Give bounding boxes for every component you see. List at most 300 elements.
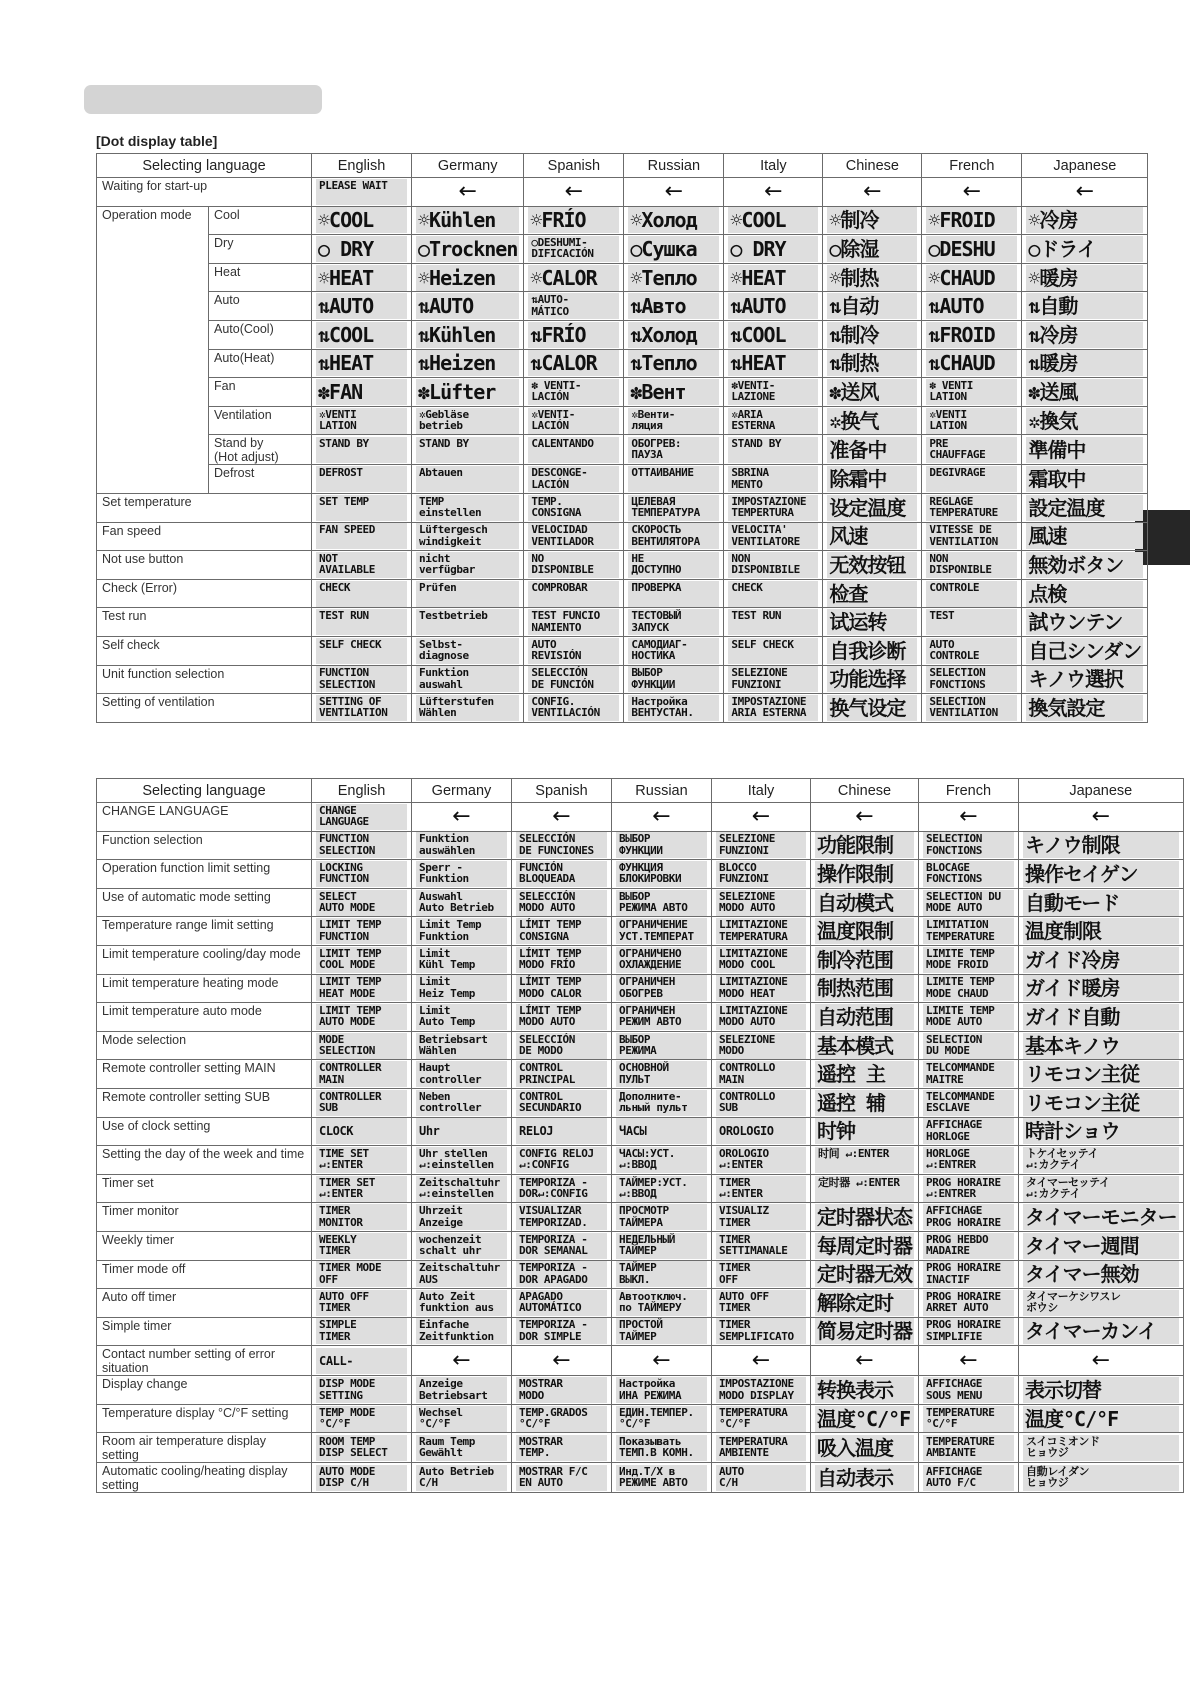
lcd-dot-text: TEMP. CONSIGNA xyxy=(528,495,619,521)
lcd-dot-text: SELECTION FONCTIONS xyxy=(923,832,1014,858)
lcd-dot-text: HORLOGE ↵:ENTRER xyxy=(923,1147,1014,1173)
display-cell-chinese xyxy=(811,1260,919,1289)
display-cell-english xyxy=(312,803,412,832)
display-cell-russian xyxy=(612,1260,712,1289)
lcd-dot-text: Инд.Т/Х в РЕЖИМЕ АВТО xyxy=(616,1465,707,1491)
table-row xyxy=(97,1203,1184,1232)
lcd-dot-text: ОГРАНИЧЕНИЕ УСТ.ТЕМПЕРАТ xyxy=(616,918,707,944)
display-cell-french xyxy=(919,1174,1019,1203)
display-cell-spanish xyxy=(512,1289,612,1318)
lcd-dot-text: MOSTRAR TEMP. xyxy=(516,1435,607,1461)
display-cell-english xyxy=(312,1031,412,1060)
display-cell-english xyxy=(312,1088,412,1117)
lcd-dot-text: Zeitschaltuhr AUS xyxy=(416,1261,507,1287)
display-cell-russian xyxy=(612,1463,712,1493)
lcd-dot-text: SELF CHECK xyxy=(316,638,407,664)
display-cell-french xyxy=(922,292,1022,321)
lcd-dot-text: ⇅冷房 xyxy=(1026,322,1143,348)
display-cell-japanese xyxy=(1019,803,1184,832)
display-cell-english xyxy=(312,1117,412,1146)
header-lang-english: English xyxy=(312,779,412,803)
display-cell-english xyxy=(312,1463,412,1493)
lcd-dot-text: VELOCITA' VENTILATORE xyxy=(728,523,818,549)
display-cell-french xyxy=(919,945,1019,974)
lcd-dot-text: ✲换气 xyxy=(827,408,917,434)
display-cell-japanese xyxy=(1022,435,1148,465)
lcd-dot-text: SBRINA MENTO xyxy=(728,466,818,492)
lcd-dot-text: ☼暖房 xyxy=(1026,265,1143,291)
lcd-dot-text: ПРОВЕРКА xyxy=(628,581,719,607)
lcd-dot-text: ✽VENTI- LAZIONE xyxy=(728,379,818,405)
lcd-dot-text: TELCOMMANDE MAITRE xyxy=(923,1061,1014,1087)
display-cell-japanese xyxy=(1019,1404,1184,1433)
lcd-dot-text: AUTO OFF TIMER xyxy=(716,1290,806,1316)
display-cell-italy xyxy=(712,860,811,889)
display-cell-chinese xyxy=(823,522,922,551)
table-row xyxy=(97,465,1148,494)
display-cell-germany xyxy=(412,522,524,551)
display-cell-english xyxy=(312,974,412,1003)
display-cell-english xyxy=(312,608,412,637)
display-cell-french xyxy=(922,522,1022,551)
display-cell-russian xyxy=(612,1003,712,1032)
row-label: Temperature display °C/°F setting xyxy=(97,1404,312,1433)
row-sublabel: Auto xyxy=(209,292,312,321)
display-cell-chinese xyxy=(823,694,922,723)
lcd-dot-text: 除霜中 xyxy=(827,466,917,492)
same-as-english-arrow-icon: ← xyxy=(959,803,978,829)
lcd-dot-text: COMPROBAR xyxy=(528,581,619,607)
lcd-dot-text: LIMIT TEMP AUTO MODE xyxy=(316,1004,407,1030)
display-cell-italy xyxy=(724,406,823,435)
table-row xyxy=(97,1060,1184,1089)
display-cell-english xyxy=(312,579,412,608)
lcd-dot-text: ✽送風 xyxy=(1026,379,1143,405)
display-cell-italy xyxy=(724,378,823,407)
same-as-english-arrow-icon: ← xyxy=(751,803,771,829)
lcd-dot-text: SELEZIONE FUNZIONI xyxy=(728,666,818,692)
lcd-dot-text: CHECK xyxy=(316,581,407,607)
row-label: Weekly timer xyxy=(97,1231,312,1260)
row-label: Function selection xyxy=(97,831,312,860)
row-sublabel: Cool xyxy=(209,206,312,235)
display-cell-french xyxy=(919,1260,1019,1289)
lcd-dot-text: ○DESHUMI- DIFICACIÓN xyxy=(528,236,619,262)
display-cell-italy xyxy=(712,1174,811,1203)
display-cell-germany xyxy=(412,860,512,889)
lcd-dot-text: Auswahl Auto Betrieb xyxy=(416,890,507,916)
display-cell-germany xyxy=(412,349,524,378)
display-cell-english xyxy=(312,551,412,580)
lcd-dot-text: PLEASE WAIT xyxy=(316,179,407,205)
table-row xyxy=(97,665,1148,694)
lcd-dot-text: 功能选择 xyxy=(827,666,917,692)
lcd-dot-text: ⇅FRÍO xyxy=(528,322,619,348)
display-cell-chinese xyxy=(811,945,919,974)
lcd-dot-text: IMPOSTAZIONE ARIA ESTERNA xyxy=(728,695,818,721)
lcd-dot-text: Testbetrieb xyxy=(416,609,519,635)
lcd-dot-text: ☼HEAT xyxy=(316,265,407,291)
lcd-dot-text: TEMP.GRADOS °C/°F xyxy=(516,1406,607,1432)
header-lang-chinese: Chinese xyxy=(811,779,919,803)
lcd-dot-text: 时间 ↵:ENTER xyxy=(815,1147,914,1173)
lcd-dot-text: 温度制限 xyxy=(1023,918,1179,944)
lcd-dot-text: 温度°C/°F xyxy=(815,1406,914,1432)
lcd-dot-text: Wechsel °C/°F xyxy=(416,1406,507,1432)
lcd-dot-text: ⇅Kühlen xyxy=(416,322,519,348)
display-cell-spanish xyxy=(524,378,624,407)
display-cell-japanese xyxy=(1019,860,1184,889)
lcd-dot-text: Настройка ВЕНТУСТАН. xyxy=(628,695,719,721)
lcd-dot-text: ☼Kühlen xyxy=(416,207,519,233)
display-cell-japanese xyxy=(1022,579,1148,608)
display-cell-japanese xyxy=(1022,493,1148,522)
lcd-dot-text: SELECTION DU MODE AUTO xyxy=(923,890,1014,916)
display-cell-spanish xyxy=(524,235,624,264)
display-cell-english xyxy=(312,1146,412,1175)
table-row xyxy=(97,178,1148,207)
lcd-dot-text: ЧАСЫ:УСТ. ↵:ВВОД xyxy=(616,1147,707,1173)
display-cell-english xyxy=(312,1260,412,1289)
table-row xyxy=(97,860,1184,889)
display-cell-english xyxy=(312,1203,412,1232)
table-row xyxy=(97,1003,1184,1032)
display-cell-germany xyxy=(412,1317,512,1346)
display-cell-japanese xyxy=(1019,1376,1184,1405)
header-lang-russian: Russian xyxy=(612,779,712,803)
display-cell-germany xyxy=(412,1003,512,1032)
lcd-dot-text: 定时器状态 xyxy=(817,1205,912,1230)
display-cell-spanish xyxy=(512,888,612,917)
display-cell-germany xyxy=(412,636,524,665)
lcd-dot-text: CALENTANDO xyxy=(528,437,619,463)
lcd-dot-text: 準備中 xyxy=(1026,437,1143,463)
lcd-dot-text: TIME SET ↵:ENTER xyxy=(316,1147,407,1173)
lcd-dot-text: ⇅COOL xyxy=(316,322,407,348)
lcd-dot-text: PROG HEBDO MADAIRE xyxy=(923,1233,1014,1259)
lcd-dot-text: nicht verfügbar xyxy=(416,552,519,578)
lcd-dot-text: ✲Gebläse betrieb xyxy=(416,408,519,434)
display-cell-japanese xyxy=(1019,1317,1184,1346)
lcd-dot-text: SELF CHECK xyxy=(728,638,818,664)
row-label: Fan speed xyxy=(97,522,312,551)
display-cell-spanish xyxy=(512,1060,612,1089)
lcd-dot-text: LIMITE TEMP MODE FROID xyxy=(923,947,1014,973)
lcd-dot-text: IMPOSTAZIONE TEMPERTURA xyxy=(728,495,818,521)
display-cell-russian xyxy=(612,1404,712,1433)
row-label: Mode selection xyxy=(97,1031,312,1060)
display-cell-chinese xyxy=(811,1463,919,1493)
lcd-dot-text: SELECTION VENTILATION xyxy=(926,695,1017,721)
display-cell-english xyxy=(312,860,412,889)
display-cell-germany xyxy=(412,1031,512,1060)
display-cell-french xyxy=(922,378,1022,407)
display-cell-japanese xyxy=(1022,636,1148,665)
display-cell-germany xyxy=(412,263,524,292)
table-row xyxy=(97,888,1184,917)
lcd-dot-text: SELECCIÓN DE MODO xyxy=(516,1033,607,1059)
lcd-dot-text: TEST RUN xyxy=(316,609,407,635)
display-cell-japanese xyxy=(1022,608,1148,637)
header-lang-russian: Russian xyxy=(624,154,724,178)
same-as-english-arrow-icon: ← xyxy=(564,178,584,204)
lcd-dot-text: 解除定时 xyxy=(815,1290,914,1316)
display-cell-english xyxy=(312,1346,412,1376)
display-cell-chinese xyxy=(823,178,922,207)
display-cell-english xyxy=(312,636,412,665)
display-cell-germany xyxy=(412,1404,512,1433)
display-cell-italy xyxy=(724,694,823,723)
display-cell-french xyxy=(919,1317,1019,1346)
display-cell-french xyxy=(922,263,1022,292)
lcd-dot-text: ⇅Холод xyxy=(628,322,719,348)
lcd-dot-text: AUTO MODE DISP C/H xyxy=(316,1465,407,1491)
lcd-dot-text: ✲VENTI LATION xyxy=(316,408,407,434)
lcd-dot-text: PROG HORAIRE ↵:ENTRER xyxy=(923,1176,1014,1202)
display-cell-french xyxy=(919,1404,1019,1433)
display-cell-italy xyxy=(724,435,823,465)
display-cell-japanese xyxy=(1019,1289,1184,1318)
display-cell-italy xyxy=(724,178,823,207)
display-cell-germany xyxy=(412,803,512,832)
row-label: Setting the day of the week and time xyxy=(97,1146,312,1175)
display-cell-french xyxy=(919,1088,1019,1117)
lcd-dot-text: AUTO OFF TIMER xyxy=(316,1290,407,1316)
display-cell-spanish xyxy=(524,292,624,321)
display-cell-italy xyxy=(724,465,823,494)
lcd-dot-text: 自动范围 xyxy=(815,1004,914,1030)
row-sublabel: Stand by (Hot adjust) xyxy=(209,435,312,465)
lcd-dot-text: TEMP einstellen xyxy=(416,495,519,521)
lcd-dot-text: LIMIT TEMP HEAT MODE xyxy=(316,975,407,1001)
display-cell-english xyxy=(312,888,412,917)
lcd-dot-text: ✲ARIA ESTERNA xyxy=(728,408,818,434)
table-row xyxy=(97,206,1148,235)
table-header-row xyxy=(97,779,1184,803)
display-cell-italy xyxy=(712,1346,811,1376)
lcd-dot-text: ○DESHU xyxy=(926,236,1017,262)
display-cell-english xyxy=(312,831,412,860)
lcd-dot-text: CLOCK xyxy=(316,1118,407,1144)
table-row xyxy=(97,435,1148,465)
lcd-dot-text: BLOCAGE FONCTIONS xyxy=(923,861,1014,887)
display-cell-japanese xyxy=(1019,1260,1184,1289)
lcd-dot-text: TEMPERATURE AMBIANTE xyxy=(923,1435,1014,1461)
display-cell-italy xyxy=(724,263,823,292)
display-cell-russian xyxy=(612,1289,712,1318)
lcd-dot-text: Raum Temp Gewählt xyxy=(416,1435,507,1461)
same-as-english-arrow-icon: ← xyxy=(751,1347,771,1373)
lcd-dot-text: CONTROLLO SUB xyxy=(716,1090,806,1116)
lcd-dot-text: NOT AVAILABLE xyxy=(316,552,407,578)
display-cell-japanese xyxy=(1022,349,1148,378)
display-cell-russian xyxy=(624,263,724,292)
display-cell-spanish xyxy=(512,1174,612,1203)
lcd-dot-text: LIMITAZIONE MODO HEAT xyxy=(716,975,806,1001)
lcd-dot-text: 简易定时器 xyxy=(817,1319,912,1344)
lcd-dot-text: ЦЕЛЕВАЯ ТЕМПЕРАТУРА xyxy=(628,495,719,521)
lcd-dot-text: タイマーセッテイ ↵:カクテイ xyxy=(1023,1176,1179,1202)
display-cell-french xyxy=(919,1346,1019,1376)
lcd-dot-text: Funktion auswahl xyxy=(416,666,519,692)
lcd-dot-text: タイマーケシワスレ ボウシ xyxy=(1023,1290,1179,1316)
lcd-dot-text: ○Trocknen xyxy=(418,236,518,261)
row-label: Operation function limit setting xyxy=(97,860,312,889)
table-row xyxy=(97,608,1148,637)
lcd-dot-text: 表示切替 xyxy=(1023,1377,1179,1403)
lcd-dot-text: 每周定时器 xyxy=(817,1233,912,1258)
display-cell-english xyxy=(312,206,412,235)
display-cell-spanish xyxy=(524,665,624,694)
lcd-dot-text: ВЫБОР РЕЖИМА xyxy=(616,1033,707,1059)
lcd-dot-text: ☼冷房 xyxy=(1026,207,1143,233)
lcd-dot-text: ТЕСТОВЫЙ ЗАПУСК xyxy=(628,609,719,635)
lcd-dot-text: 操作限制 xyxy=(815,861,914,887)
display-cell-chinese xyxy=(811,1031,919,1060)
header-lang-french: French xyxy=(919,779,1019,803)
display-cell-chinese xyxy=(823,579,922,608)
lcd-dot-text: DISP MODE SETTING xyxy=(316,1377,407,1403)
display-cell-english xyxy=(312,435,412,465)
lcd-dot-text: ⇅CALOR xyxy=(528,350,619,376)
lcd-dot-text: AUTO REVISIÓN xyxy=(528,638,619,664)
lcd-dot-text: 遥控 辅 xyxy=(815,1090,914,1116)
lcd-dot-text: VELOCIDAD VENTILADOR xyxy=(528,523,619,549)
lcd-dot-text: DEFROST xyxy=(316,466,407,492)
display-cell-japanese xyxy=(1022,206,1148,235)
lcd-dot-text: SET TEMP xyxy=(316,495,407,521)
display-cell-chinese xyxy=(823,235,922,264)
display-cell-spanish xyxy=(524,263,624,292)
table-row xyxy=(97,320,1148,349)
display-cell-spanish xyxy=(512,860,612,889)
display-cell-english xyxy=(312,349,412,378)
display-cell-french xyxy=(919,1146,1019,1175)
row-label: Room air temperature display setting xyxy=(97,1433,312,1463)
display-cell-spanish xyxy=(524,694,624,723)
lcd-dot-text: 基本模式 xyxy=(815,1033,914,1059)
display-cell-chinese xyxy=(811,803,919,832)
dot-display-table-1 xyxy=(96,153,1148,723)
lcd-dot-text: TELCOMMANDE ESCLAVE xyxy=(923,1090,1014,1116)
lcd-dot-text: TEMPORIZA - DOR SEMANAL xyxy=(516,1233,607,1259)
header-lang-spanish: Spanish xyxy=(512,779,612,803)
display-cell-italy xyxy=(712,945,811,974)
display-cell-english xyxy=(312,178,412,207)
display-cell-spanish xyxy=(524,551,624,580)
lcd-dot-text: VITESSE DE VENTILATION xyxy=(926,523,1017,549)
display-cell-italy xyxy=(712,1289,811,1318)
lcd-dot-text: FUNCTION SELECTION xyxy=(316,832,407,858)
header-lang-germany: Germany xyxy=(412,154,524,178)
display-cell-french xyxy=(919,1031,1019,1060)
lcd-dot-text: Автоотключ. по ТАЙМЕРУ xyxy=(616,1290,707,1316)
lcd-dot-text: スイコミオンド ヒョウジ xyxy=(1023,1435,1179,1461)
row-label: Not use button xyxy=(97,551,312,580)
lcd-dot-text: キノウ選択 xyxy=(1026,666,1143,692)
display-cell-english xyxy=(312,1003,412,1032)
lcd-dot-text: Limit Kühl Temp xyxy=(416,947,507,973)
display-cell-spanish xyxy=(524,349,624,378)
row-label: Test run xyxy=(97,608,312,637)
lcd-dot-text: ОТТАИВАНИЕ xyxy=(628,466,719,492)
display-cell-spanish xyxy=(524,406,624,435)
display-cell-japanese xyxy=(1019,945,1184,974)
display-cell-russian xyxy=(612,1203,712,1232)
display-cell-french xyxy=(919,1231,1019,1260)
display-cell-spanish xyxy=(512,1031,612,1060)
display-cell-spanish xyxy=(524,465,624,494)
row-label: Timer monitor xyxy=(97,1203,312,1232)
display-cell-russian xyxy=(624,493,724,522)
display-cell-germany xyxy=(412,320,524,349)
display-cell-spanish xyxy=(512,945,612,974)
display-cell-russian xyxy=(624,406,724,435)
lcd-dot-text: 霜取中 xyxy=(1026,466,1143,492)
display-cell-russian xyxy=(624,435,724,465)
display-cell-spanish xyxy=(524,608,624,637)
lcd-dot-text: 温度°C/°F xyxy=(1023,1406,1179,1432)
display-cell-spanish xyxy=(512,1003,612,1032)
display-cell-japanese xyxy=(1019,1433,1184,1463)
same-as-english-arrow-icon: ← xyxy=(452,1347,471,1373)
display-cell-germany xyxy=(412,1463,512,1493)
lcd-dot-text: 制热范围 xyxy=(815,975,914,1001)
display-cell-italy xyxy=(712,1088,811,1117)
lcd-dot-text: ⇅自動 xyxy=(1026,293,1143,319)
display-cell-japanese xyxy=(1019,1203,1184,1232)
lcd-dot-text: ⇅AUTO xyxy=(416,293,519,319)
lcd-dot-text: 操作セイゲン xyxy=(1023,861,1179,887)
lcd-dot-text: ☼制热 xyxy=(827,265,917,291)
row-label: Automatic cooling/heating display setting xyxy=(97,1463,312,1493)
lcd-dot-text: 换气设定 xyxy=(827,695,917,721)
lcd-dot-text: 转换表示 xyxy=(815,1377,914,1403)
display-cell-russian xyxy=(612,1433,712,1463)
header-lang-english: English xyxy=(312,154,412,178)
display-cell-french xyxy=(919,1060,1019,1089)
display-cell-germany xyxy=(412,1117,512,1146)
display-cell-spanish xyxy=(524,178,624,207)
display-cell-english xyxy=(312,235,412,264)
display-cell-italy xyxy=(712,1003,811,1032)
lcd-dot-text: ⇅FROID xyxy=(926,322,1017,348)
lcd-dot-text: ○ DRY xyxy=(728,236,818,262)
lcd-dot-text: ☼FROID xyxy=(926,207,1017,233)
display-cell-french xyxy=(922,579,1022,608)
display-cell-germany xyxy=(412,378,524,407)
display-cell-germany xyxy=(412,1146,512,1175)
display-cell-russian xyxy=(624,694,724,723)
lcd-dot-text: СКОРОСТЬ ВЕНТИЛЯТОРА xyxy=(628,523,719,549)
lcd-dot-text: STAND BY xyxy=(416,437,519,463)
display-cell-italy xyxy=(712,1203,811,1232)
lcd-dot-text: 设定温度 xyxy=(827,495,917,521)
display-cell-english xyxy=(312,292,412,321)
display-cell-spanish xyxy=(512,1146,612,1175)
lcd-dot-text: WEEKLY TIMER xyxy=(316,1233,407,1259)
lcd-dot-text: LIMITAZIONE MODO AUTO xyxy=(716,1004,806,1030)
lcd-dot-text: リモコン主従 xyxy=(1023,1061,1179,1087)
display-cell-germany xyxy=(412,1376,512,1405)
display-cell-japanese xyxy=(1022,263,1148,292)
header-lang-japanese: Japanese xyxy=(1019,779,1184,803)
display-cell-russian xyxy=(624,378,724,407)
lcd-dot-text: Prüfen xyxy=(416,581,519,607)
display-cell-spanish xyxy=(524,522,624,551)
table-row xyxy=(97,522,1148,551)
display-cell-french xyxy=(919,888,1019,917)
